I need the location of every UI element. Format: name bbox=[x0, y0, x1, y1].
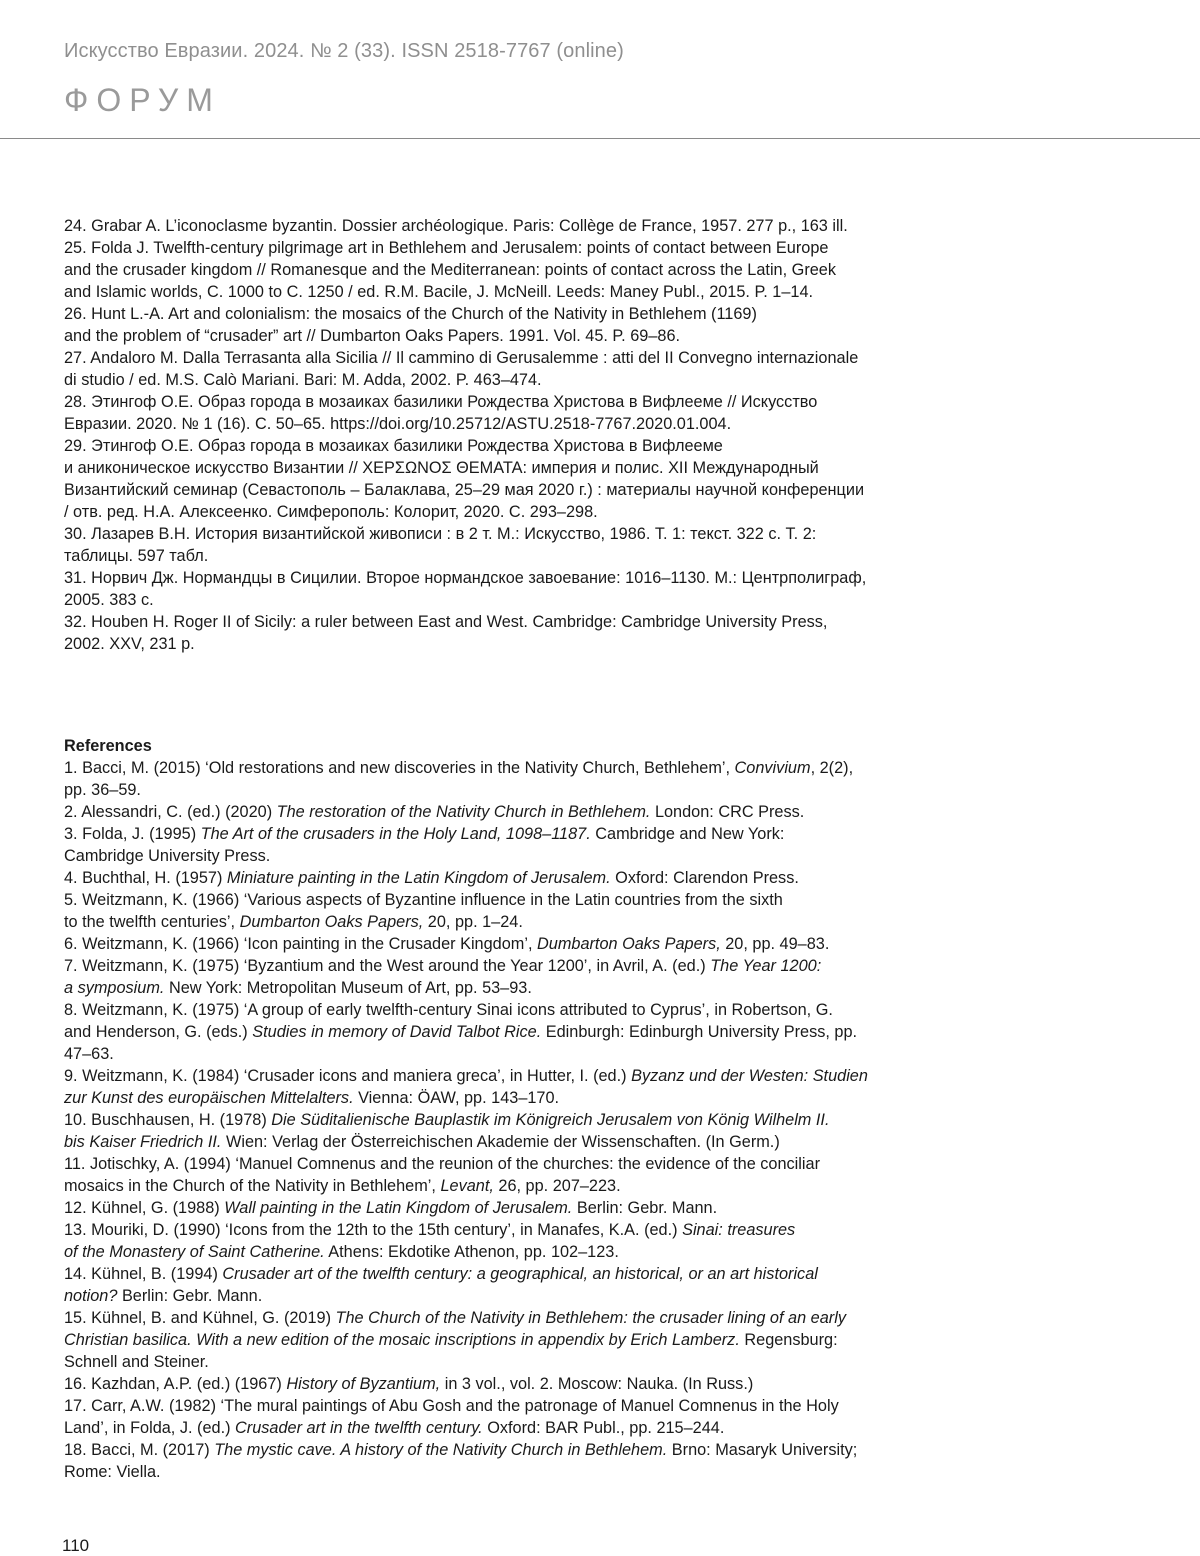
reference-italic-segment: The restoration of the Nativity Church in Bethlehem. bbox=[276, 803, 651, 821]
reference-line bbox=[64, 933, 964, 955]
reference-line bbox=[64, 1131, 964, 1153]
reference-segment: and Henderson, G. (eds.) bbox=[64, 1023, 253, 1041]
reference-line bbox=[64, 911, 964, 933]
reference-italic-segment: a symposium. bbox=[64, 979, 165, 997]
reference-italic-segment: Sinai: treasures bbox=[682, 1221, 796, 1239]
bibliography-line: di studio / ed. M.S. Calò Mariani. Bari: M. Adda, 2002. P. 463–474. bbox=[64, 371, 542, 389]
bibliography-list bbox=[64, 215, 964, 655]
reference-segment: 47–63. bbox=[64, 1045, 114, 1063]
reference-italic-segment: Convivium bbox=[734, 759, 811, 777]
reference-line bbox=[64, 823, 964, 845]
reference-segment: 20, pp. 1–24. bbox=[423, 913, 523, 931]
bibliography-line: 31. Норвич Дж. Нормандцы в Сицилии. Второе нормандское завоевание: 1016–1130. М.: Центрполиграф, bbox=[64, 569, 867, 587]
bibliography-line: 32. Houben H. Roger II of Sicily: a ruler between East and West. Cambridge: Cambridge University Press, bbox=[64, 613, 828, 631]
page-header bbox=[0, 0, 1200, 139]
reference-segment: Athens: Ekdotike Athenon, pp. 102–123. bbox=[324, 1243, 619, 1261]
reference-segment: Cambridge and New York: bbox=[590, 825, 785, 843]
reference-segment: in 3 vol., vol. 2. Moscow: Nauka. (In Russ.) bbox=[440, 1375, 754, 1393]
reference-segment: 7. Weitzmann, K. (1975) ‘Byzantium and the West around the Year 1200’, in Avril, A. (ed.) bbox=[64, 957, 711, 975]
reference-segment: Schnell and Steiner. bbox=[64, 1353, 209, 1371]
reference-italic-segment: Die Süditalienische Bauplastik im Königreich Jerusalem von König Wilhelm II. bbox=[271, 1111, 830, 1129]
bibliography-line: and Islamic worlds, C. 1000 to C. 1250 / ed. R.M. Bacile, J. McNeill. Leeds: Maney Publ., 2015. P. 1–14. bbox=[64, 283, 814, 301]
reference-line bbox=[64, 1175, 964, 1197]
reference-segment: to the twelfth centuries’, bbox=[64, 913, 240, 931]
bibliography-line: 28. Этингоф О.Е. Образ города в мозаиках базилики Рождества Христова в Вифлееме // Искусство bbox=[64, 393, 818, 411]
reference-segment: Vienna: ÖAW, pp. 143–170. bbox=[353, 1089, 560, 1107]
reference-line bbox=[64, 1373, 964, 1395]
reference-line bbox=[64, 1285, 964, 1307]
reference-line bbox=[64, 1043, 964, 1065]
reference-segment: Oxford: Clarendon Press. bbox=[610, 869, 799, 887]
reference-segment: 3. Folda, J. (1995) bbox=[64, 825, 201, 843]
reference-italic-segment: Christian basilica. With a new edition of the mosaic inscriptions in appendix by Erich Lamberz. bbox=[64, 1331, 740, 1349]
reference-italic-segment: Byzanz und der Westen: Studien bbox=[631, 1067, 868, 1085]
reference-segment: , 2(2), bbox=[810, 759, 854, 777]
reference-italic-segment: The Year 1200: bbox=[710, 957, 822, 975]
reference-segment: pp. 36–59. bbox=[64, 781, 141, 799]
reference-segment: London: CRC Press. bbox=[650, 803, 805, 821]
reference-segment: Regensburg: bbox=[739, 1331, 838, 1349]
reference-segment: 9. Weitzmann, K. (1984) ‘Crusader icons and maniera greca’, in Hutter, I. (ed.) bbox=[64, 1067, 632, 1085]
bibliography-line: 2005. 383 с. bbox=[64, 591, 154, 609]
bibliography-line: 2002. XXV, 231 p. bbox=[64, 635, 195, 653]
reference-segment: 14. Kühnel, B. (1994) bbox=[64, 1265, 223, 1283]
reference-italic-segment: Miniature painting in the Latin Kingdom of Jerusalem. bbox=[226, 869, 611, 887]
reference-line bbox=[64, 1395, 964, 1417]
reference-line bbox=[64, 1417, 964, 1439]
reference-segment: 12. Kühnel, G. (1988) bbox=[64, 1199, 225, 1217]
reference-italic-segment: of the Monastery of Saint Catherine. bbox=[64, 1243, 325, 1261]
reference-line bbox=[64, 1439, 964, 1461]
bibliography-line: 24. Grabar A. L’iconoclasme byzantin. Dossier archéologique. Paris: Collège de France, 1957. 277 p., 163 ill. bbox=[64, 217, 848, 235]
reference-line bbox=[64, 955, 964, 977]
reference-segment: 8. Weitzmann, K. (1975) ‘A group of early twelfth-century Sinai icons attributed to Cyprus’, in Robertson, G. bbox=[64, 1001, 833, 1019]
reference-segment: 6. Weitzmann, K. (1966) ‘Icon painting in the Crusader Kingdom’, bbox=[64, 935, 538, 953]
reference-italic-segment: Dumbarton Oaks Papers, bbox=[537, 935, 721, 953]
reference-line bbox=[64, 999, 964, 1021]
reference-line bbox=[64, 1351, 964, 1373]
reference-line bbox=[64, 867, 964, 889]
reference-italic-segment: zur Kunst des europäischen Mittelalters. bbox=[64, 1089, 354, 1107]
reference-segment: Rome: Viella. bbox=[64, 1463, 161, 1481]
page-number: 110 bbox=[62, 1536, 90, 1555]
reference-italic-segment: The Church of the Nativity in Bethlehem: the crusader lining of an early bbox=[335, 1309, 846, 1327]
reference-italic-segment: bis Kaiser Friedrich II. bbox=[64, 1133, 222, 1151]
reference-segment: 1. Bacci, M. (2015) ‘Old restorations and new discoveries in the Nativity Church, Bethlehem’, bbox=[64, 759, 735, 777]
reference-italic-segment: Levant, bbox=[440, 1177, 494, 1195]
reference-line bbox=[64, 1307, 964, 1329]
bibliography-line: 26. Hunt L.-A. Art and colonialism: the mosaics of the Church of the Nativity in Bethlehem (1169) bbox=[64, 305, 757, 323]
reference-line bbox=[64, 1461, 964, 1483]
reference-segment: 16. Kazhdan, A.P. (ed.) (1967) bbox=[64, 1375, 287, 1393]
bibliography-line: и аниконическое искусство Византии // ΧΕΡΣΩΝΟΣ ΘΕΜΑΤΑ: империя и полис. XII Международный bbox=[64, 459, 819, 477]
bibliography-line: 29. Этингоф О.Е. Образ города в мозаиках базилики Рождества Христова в Вифлееме bbox=[64, 437, 723, 455]
references-section bbox=[64, 735, 964, 1483]
bibliography-line: 30. Лазарев В.Н. История византийской живописи : в 2 т. М.: Искусство, 1986. Т. 1: текст. 322 с. Т. 2: bbox=[64, 525, 817, 543]
reference-line bbox=[64, 1263, 964, 1285]
references-heading: References bbox=[64, 737, 152, 755]
bibliography-line: and the problem of “crusader” art // Dumbarton Oaks Papers. 1991. Vol. 45. P. 69–86. bbox=[64, 327, 681, 345]
reference-segment: 13. Mouriki, D. (1990) ‘Icons from the 12th to the 15th century’, in Manafes, K.A. (ed.) bbox=[64, 1221, 683, 1239]
reference-segment: 15. Kühnel, B. and Kühnel, G. (2019) bbox=[64, 1309, 336, 1327]
reference-italic-segment: notion? bbox=[64, 1287, 118, 1305]
bibliography-line: Византийский семинар (Севастополь – Балаклава, 25–29 мая 2020 г.) : материалы научной конференции bbox=[64, 481, 865, 499]
reference-segment: 18. Bacci, M. (2017) bbox=[64, 1441, 215, 1459]
reference-line bbox=[64, 1153, 964, 1175]
reference-line bbox=[64, 1219, 964, 1241]
reference-italic-segment: Crusader art in the twelfth century. bbox=[235, 1419, 483, 1437]
reference-segment: 10. Buschhausen, H. (1978) bbox=[64, 1111, 272, 1129]
reference-italic-segment: History of Byzantium, bbox=[286, 1375, 441, 1393]
journal-citation-line: Искусство Евразии. 2024. № 2 (33). ISSN 2518-7767 (online) bbox=[64, 40, 624, 62]
bibliography-line: Евразии. 2020. № 1 (16). С. 50–65. https://doi.org/10.25712/ASTU.2518-7767.2020.01.004. bbox=[64, 415, 732, 433]
reference-italic-segment: Crusader art of the twelfth century: a geographical, an historical, or an art historical bbox=[222, 1265, 818, 1283]
reference-segment: 20, pp. 49–83. bbox=[720, 935, 830, 953]
reference-line bbox=[64, 757, 964, 779]
bibliography-line: 25. Folda J. Twelfth-century pilgrimage art in Bethlehem and Jerusalem: points of contact between Europe bbox=[64, 239, 829, 257]
reference-segment: Brno: Masaryk University; bbox=[667, 1441, 858, 1459]
reference-segment: Wien: Verlag der Österreichischen Akademie der Wissenschaften. (In Germ.) bbox=[221, 1133, 780, 1151]
bibliography-line: and the crusader kingdom // Romanesque and the Mediterranean: points of contact across the Latin, Greek bbox=[64, 261, 836, 279]
section-title: ФОРУМ bbox=[64, 82, 221, 118]
references-list bbox=[64, 757, 964, 1483]
reference-segment: 11. Jotischky, A. (1994) ‘Manuel Comnenus and the reunion of the churches: the evidence of the conciliar bbox=[64, 1155, 821, 1173]
reference-segment: Land’, in Folda, J. (ed.) bbox=[64, 1419, 236, 1437]
reference-line bbox=[64, 845, 964, 867]
reference-line bbox=[64, 1087, 964, 1109]
reference-italic-segment: The Art of the crusaders in the Holy Land, 1098–1187. bbox=[200, 825, 591, 843]
reference-segment: 5. Weitzmann, K. (1966) ‘Various aspects of Byzantine influence in the Latin countries from the sixth bbox=[64, 891, 783, 909]
reference-segment: Berlin: Gebr. Mann. bbox=[117, 1287, 263, 1305]
reference-italic-segment: The mystic cave. A history of the Nativity Church in Bethlehem. bbox=[214, 1441, 668, 1459]
bibliography-line: / отв. ред. Н.А. Алексеенко. Симферополь: Колорит, 2020. С. 293–298. bbox=[64, 503, 598, 521]
reference-line bbox=[64, 1241, 964, 1263]
reference-segment: Berlin: Gebr. Mann. bbox=[572, 1199, 718, 1217]
reference-italic-segment: Wall painting in the Latin Kingdom of Jerusalem. bbox=[224, 1199, 573, 1217]
reference-line bbox=[64, 977, 964, 999]
reference-segment: New York: Metropolitan Museum of Art, pp. 53–93. bbox=[164, 979, 532, 997]
reference-segment: 4. Buchthal, H. (1957) bbox=[64, 869, 227, 887]
reference-italic-segment: Dumbarton Oaks Papers, bbox=[239, 913, 424, 931]
reference-line bbox=[64, 1109, 964, 1131]
reference-line bbox=[64, 1065, 964, 1087]
reference-line bbox=[64, 779, 964, 801]
reference-segment: Cambridge University Press. bbox=[64, 847, 271, 865]
bibliography-line: таблицы. 597 табл. bbox=[64, 547, 209, 565]
reference-line bbox=[64, 1329, 964, 1351]
reference-segment: 26, pp. 207–223. bbox=[493, 1177, 621, 1195]
reference-segment: Oxford: BAR Publ., pp. 215–244. bbox=[482, 1419, 725, 1437]
reference-line bbox=[64, 1021, 964, 1043]
reference-segment: 2. Alessandri, C. (ed.) (2020) bbox=[64, 803, 277, 821]
reference-line bbox=[64, 801, 964, 823]
reference-segment: Edinburgh: Edinburgh University Press, pp. bbox=[541, 1023, 858, 1041]
reference-segment: 17. Carr, A.W. (1982) ‘The mural paintings of Abu Gosh and the patronage of Manuel Comnenus in the Holy bbox=[64, 1397, 839, 1415]
reference-line bbox=[64, 1197, 964, 1219]
reference-italic-segment: Studies in memory of David Talbot Rice. bbox=[252, 1023, 542, 1041]
reference-line bbox=[64, 889, 964, 911]
bibliography-line: 27. Andaloro M. Dalla Terrasanta alla Sicilia // Il cammino di Gerusalemme : atti del II Convegno internazionale bbox=[64, 349, 859, 367]
reference-segment: mosaics in the Church of the Nativity in Bethlehem’, bbox=[64, 1177, 441, 1195]
